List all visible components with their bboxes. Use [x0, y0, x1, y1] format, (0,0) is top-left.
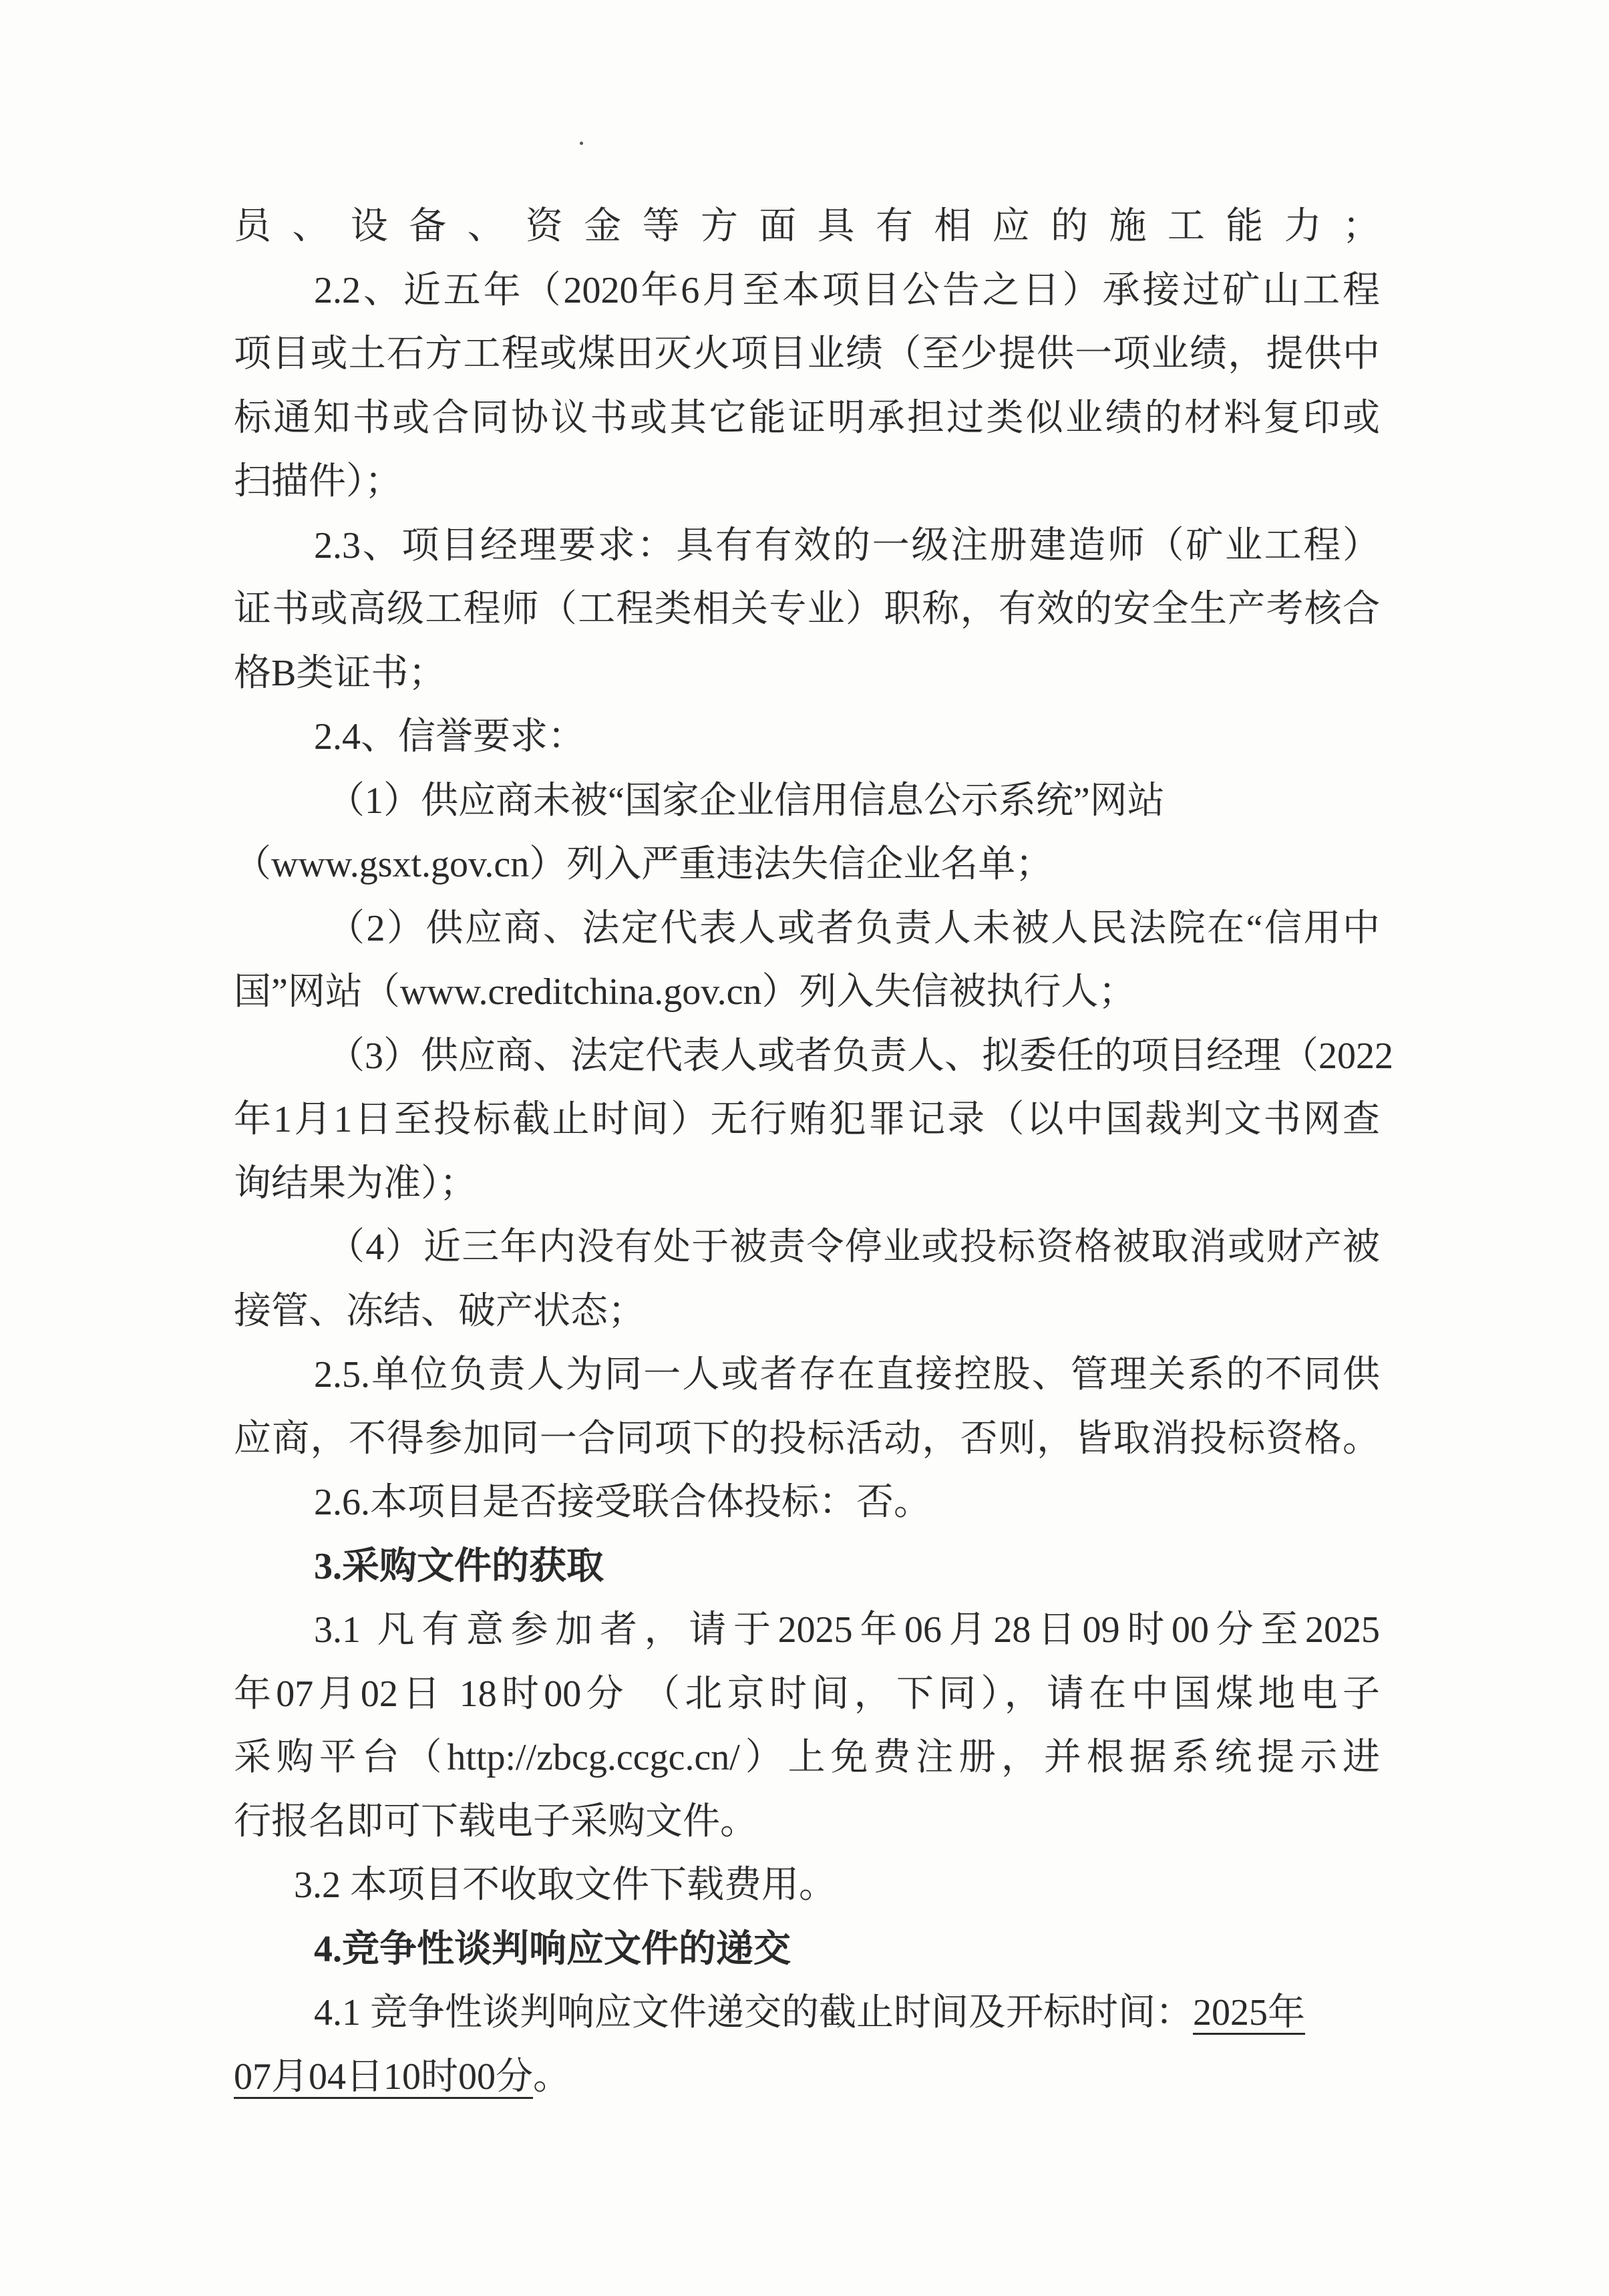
text-line: 2.2、近五年（2020年6月至本项目公告之日）承接过矿山工程: [314, 270, 1380, 311]
section-heading: 4.竞争性谈判响应文件的递交: [314, 1929, 791, 1970]
text-line: [314, 1981, 1380, 2045]
text-line: 2.6.本项目是否接受联合体投标：否。: [314, 1482, 931, 1523]
text-line: 询结果为准）；: [234, 1163, 477, 1204]
text-line: [234, 2045, 1380, 2109]
text-line: 项目或土石方工程或煤田灭火项目业绩（至少提供一项业绩，提供中: [234, 333, 1380, 375]
deadline-date-part2: 07月04日10时00分: [234, 2056, 533, 2098]
text-line: （1）供应商未被“国家企业信用信息公示系统”网站: [327, 780, 1165, 822]
text-line: （3）供应商、法定代表人或者负责人、拟委任的项目经理（2022: [327, 1035, 1393, 1077]
text-line: （2）供应商、法定代表人或者负责人未被人民法院在“信用中: [327, 908, 1380, 949]
text-line: 员、设备、资金等方面具有相应的施工能力；: [234, 206, 1380, 247]
text-line: （www.gsxt.gov.cn）列入严重违法失信企业名单；: [234, 844, 1053, 885]
text-line: 证书或高级工程师（工程类相关专业）职称，有效的安全生产考核合: [234, 589, 1380, 630]
section-heading: 3.采购文件的获取: [314, 1546, 604, 1587]
text-line: 2.5.单位负责人为同一人或者存在直接控股、管理关系的不同供: [314, 1354, 1380, 1396]
text-line: 国”网站（www.creditchina.gov.cn）列入失信被执行人；: [234, 971, 1136, 1013]
text-line: 行报名即可下载电子采购文件。: [234, 1801, 757, 1842]
deadline-date-part1: 2025年: [1193, 1992, 1305, 2033]
text-line: 扫描件）；: [234, 461, 402, 502]
text-line: 标通知书或合同协议书或其它能证明承担过类似业绩的材料复印或: [234, 397, 1380, 439]
deadline-label: 4.1 竞争性谈判响应文件递交的截止时间及开标时间：: [314, 1992, 1193, 2033]
text-line: 年1月1日至投标截止时间）无行贿犯罪记录（以中国裁判文书网查: [234, 1099, 1380, 1140]
text-line: 应商，不得参加同一合同项下的投标活动，否则，皆取消投标资格。: [234, 1418, 1380, 1460]
text-line: 3.2 本项目不收取文件下载费用。: [294, 1864, 836, 1906]
text-line: 2.3、项目经理要求：具有有效的一级注册建造师（矿业工程）: [314, 525, 1380, 566]
text-line: 格B类证书；: [234, 653, 446, 694]
text-line: 年07月02日 18时00分 （北京时间，下同），请在中国煤地电子: [234, 1673, 1380, 1715]
period: 。: [533, 2056, 570, 2098]
text-line: 3.1 凡有意参加者，请于2025年06月28日09时00分至2025: [314, 1609, 1380, 1651]
text-line: 采购平台（http://zbcg.ccgc.cn/）上免费注册，并根据系统提示进: [234, 1737, 1380, 1778]
text-line: （4）近三年内没有处于被责令停业或投标资格被取消或财产被: [327, 1226, 1380, 1268]
text-line: 接管、冻结、破产状态；: [234, 1291, 645, 1332]
text-line: 2.4、信誉要求：: [314, 716, 585, 758]
scan-speck: [580, 142, 583, 145]
